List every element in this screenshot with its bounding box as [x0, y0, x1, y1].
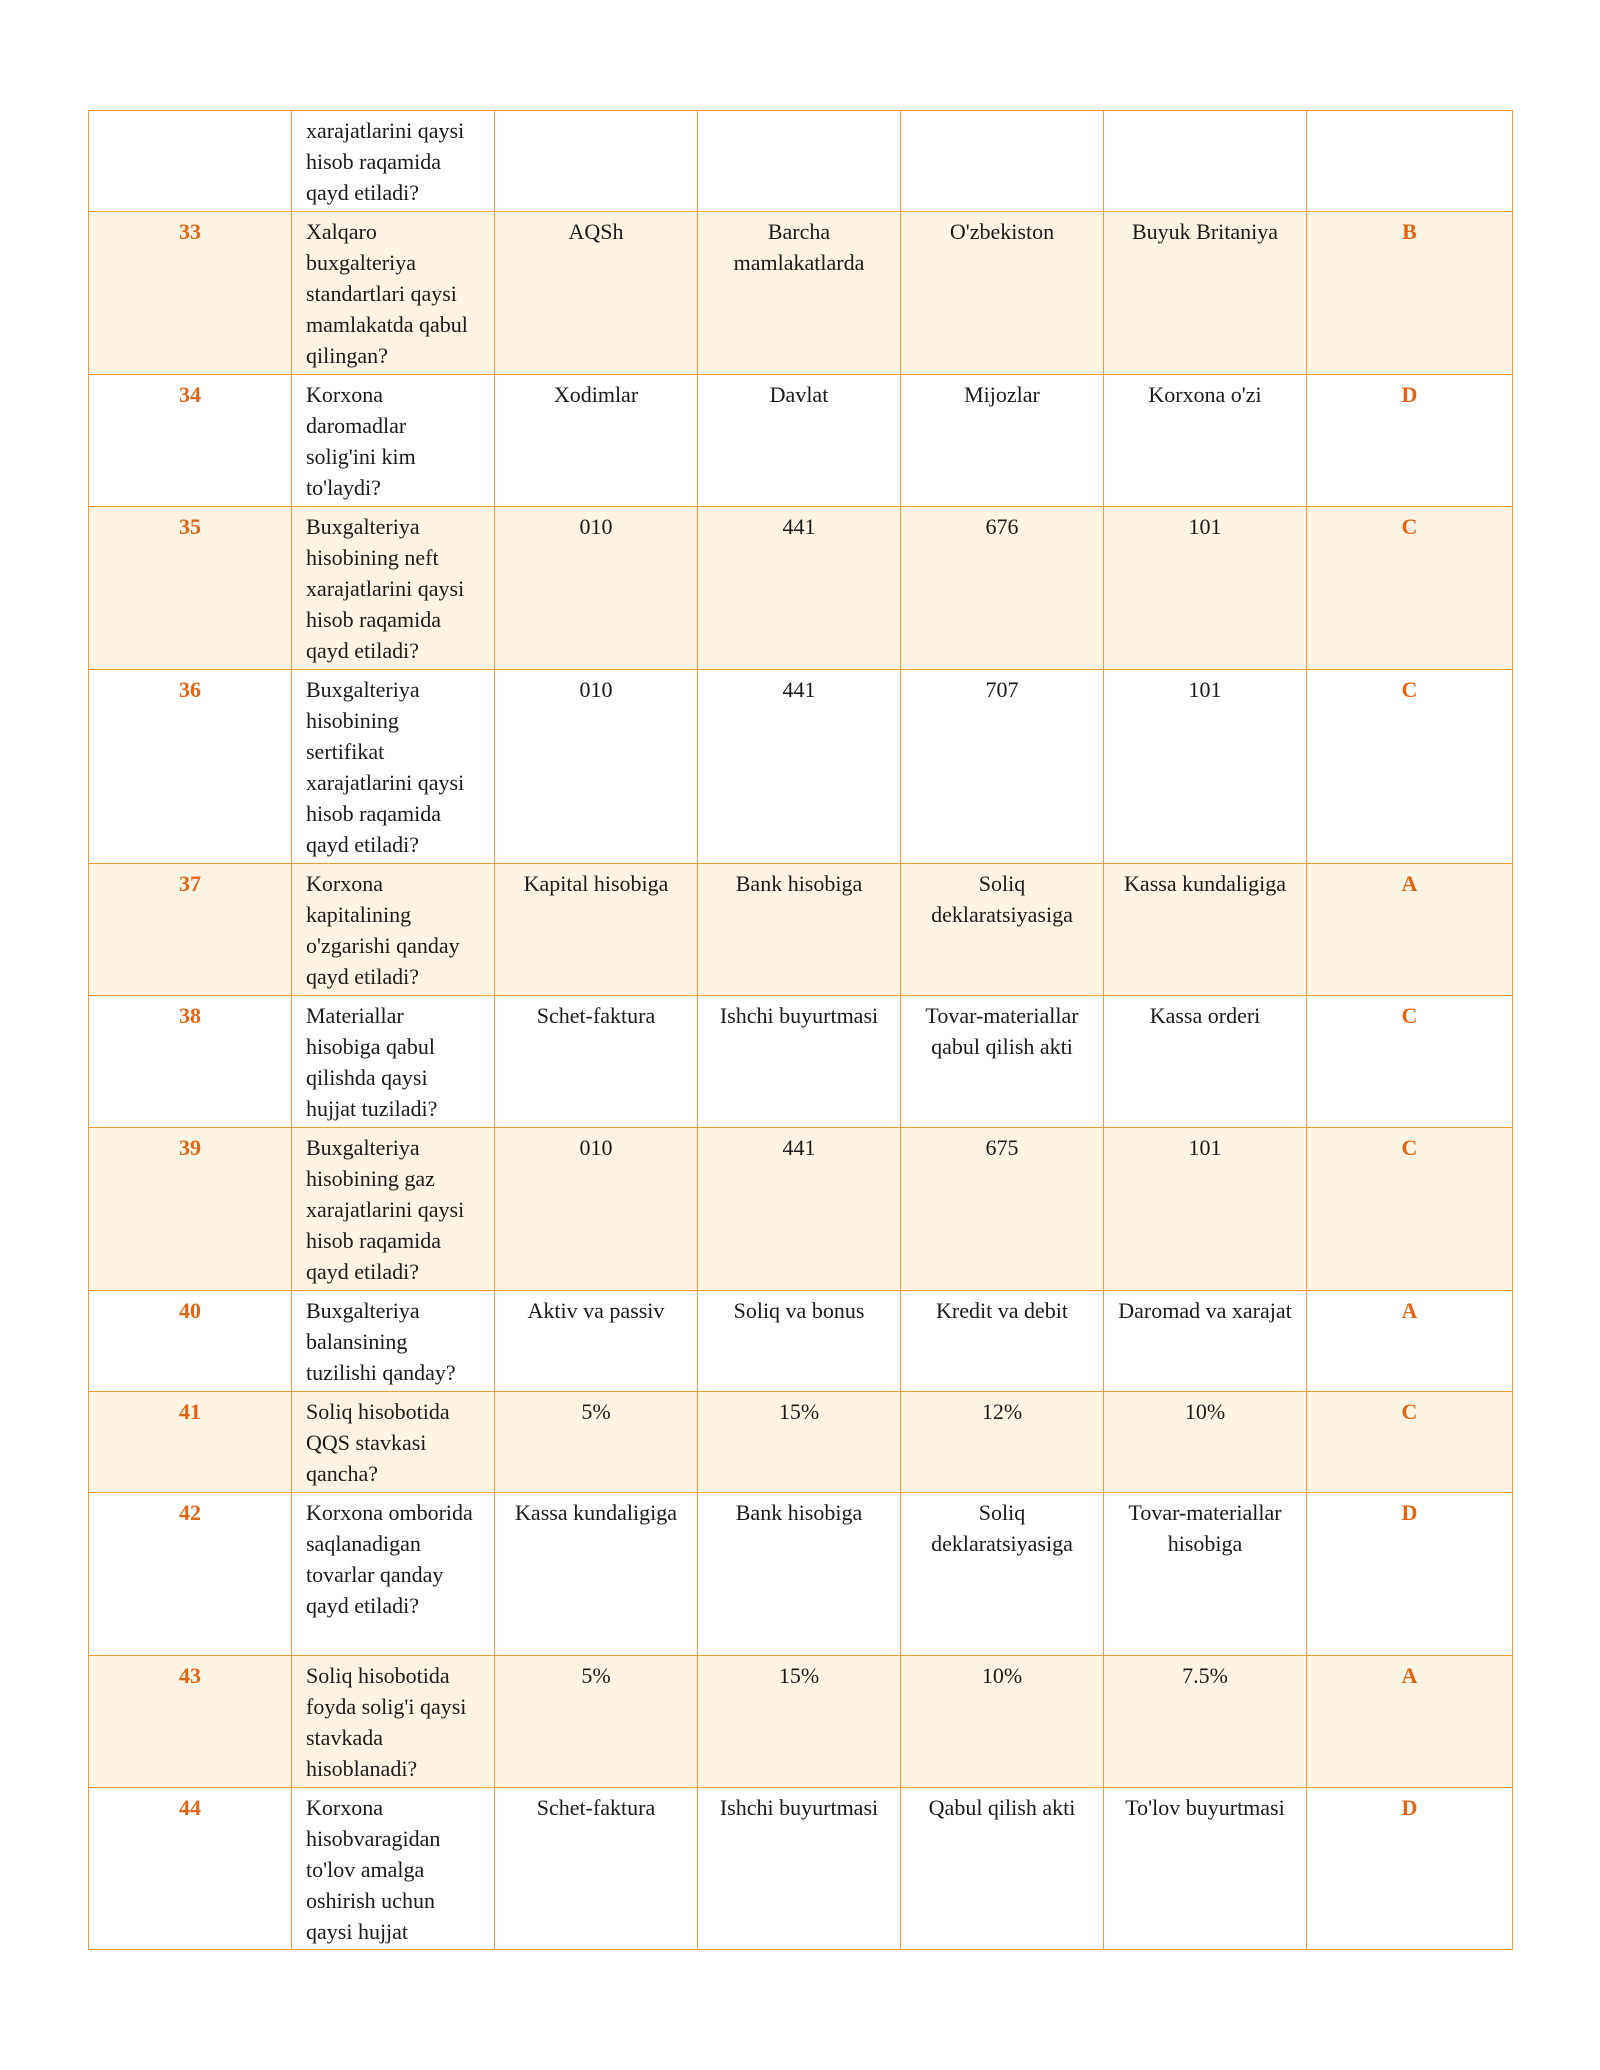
option-a: Kassa kundaligiga	[495, 1493, 698, 1656]
option-d: Tovar-materiallar hisobiga	[1104, 1493, 1307, 1656]
question-number: 41	[89, 1392, 292, 1493]
table-row	[89, 111, 1513, 212]
option-a: Schet-faktura	[495, 1788, 698, 1950]
correct-answer: D	[1307, 375, 1513, 507]
question-number	[89, 111, 292, 212]
option-a: Kapital hisobiga	[495, 864, 698, 996]
correct-answer: D	[1307, 1788, 1513, 1950]
correct-answer: D	[1307, 1493, 1513, 1656]
option-d: 7.5%	[1104, 1656, 1307, 1788]
table-row	[89, 1493, 1513, 1656]
question-text: Soliq hisobotida foyda solig'i qaysi stavkada hisoblanadi?	[292, 1656, 495, 1788]
option-c: 10%	[901, 1656, 1104, 1788]
option-b: Bank hisobiga	[698, 864, 901, 996]
option-c: O'zbekiston	[901, 212, 1104, 375]
question-text: xarajatlarini qaysi hisob raqamida qayd etiladi?	[292, 111, 495, 212]
option-d	[1104, 111, 1307, 212]
question-text: Buxgalteriya balansining tuzilishi qanday?	[292, 1291, 495, 1392]
table-row	[89, 1788, 1513, 1950]
option-d: Korxona o'zi	[1104, 375, 1307, 507]
table-row	[89, 1291, 1513, 1392]
option-d: Buyuk Britaniya	[1104, 212, 1307, 375]
option-c: 675	[901, 1128, 1104, 1291]
option-c: 12%	[901, 1392, 1104, 1493]
table-row	[89, 507, 1513, 670]
option-c: Qabul qilish akti	[901, 1788, 1104, 1950]
table-row	[89, 1656, 1513, 1788]
table-row	[89, 996, 1513, 1128]
quiz-table-body	[89, 111, 1513, 1950]
table-row	[89, 1128, 1513, 1291]
question-text: Korxona omborida saqlanadigan tovarlar qanday qayd etiladi?	[292, 1493, 495, 1656]
correct-answer: A	[1307, 1656, 1513, 1788]
option-a: AQSh	[495, 212, 698, 375]
correct-answer	[1307, 111, 1513, 212]
correct-answer: C	[1307, 670, 1513, 864]
question-number: 33	[89, 212, 292, 375]
correct-answer: C	[1307, 1128, 1513, 1291]
option-b: Barcha mamlakatlarda	[698, 212, 901, 375]
option-d: 101	[1104, 1128, 1307, 1291]
option-d: 10%	[1104, 1392, 1307, 1493]
quiz-table	[88, 110, 1513, 1950]
table-row	[89, 1392, 1513, 1493]
option-d: 101	[1104, 670, 1307, 864]
question-number: 35	[89, 507, 292, 670]
option-a: Xodimlar	[495, 375, 698, 507]
option-d: Kassa orderi	[1104, 996, 1307, 1128]
question-number: 43	[89, 1656, 292, 1788]
question-number: 34	[89, 375, 292, 507]
correct-answer: B	[1307, 212, 1513, 375]
option-c	[901, 111, 1104, 212]
question-number: 40	[89, 1291, 292, 1392]
option-d: 101	[1104, 507, 1307, 670]
option-b: Bank hisobiga	[698, 1493, 901, 1656]
question-number: 39	[89, 1128, 292, 1291]
correct-answer: A	[1307, 864, 1513, 996]
option-c: 676	[901, 507, 1104, 670]
question-text: Korxona kapitalining o'zgarishi qanday qayd etiladi?	[292, 864, 495, 996]
table-row	[89, 212, 1513, 375]
option-c: Soliq deklaratsiyasiga	[901, 864, 1104, 996]
question-number: 38	[89, 996, 292, 1128]
question-text: Buxgalteriya hisobining neft xarajatlarini qaysi hisob raqamida qayd etiladi?	[292, 507, 495, 670]
option-c: Mijozlar	[901, 375, 1104, 507]
option-a: Aktiv va passiv	[495, 1291, 698, 1392]
option-d: Kassa kundaligiga	[1104, 864, 1307, 996]
question-text: Korxona hisobvaragidan to'lov amalga oshirish uchun qaysi hujjat	[292, 1788, 495, 1950]
question-number: 42	[89, 1493, 292, 1656]
option-c: Soliq deklaratsiyasiga	[901, 1493, 1104, 1656]
question-text: Korxona daromadlar solig'ini kim to'laydi?	[292, 375, 495, 507]
correct-answer: C	[1307, 1392, 1513, 1493]
option-a: 010	[495, 507, 698, 670]
option-a	[495, 111, 698, 212]
option-c: Kredit va debit	[901, 1291, 1104, 1392]
option-b: Soliq va bonus	[698, 1291, 901, 1392]
option-d: To'lov buyurtmasi	[1104, 1788, 1307, 1950]
question-text: Materiallar hisobiga qabul qilishda qaysi hujjat tuziladi?	[292, 996, 495, 1128]
option-b	[698, 111, 901, 212]
question-number: 44	[89, 1788, 292, 1950]
option-c: Tovar-materiallar qabul qilish akti	[901, 996, 1104, 1128]
question-text: Buxgalteriya hisobining sertifikat xarajatlarini qaysi hisob raqamida qayd etiladi?	[292, 670, 495, 864]
question-text: Buxgalteriya hisobining gaz xarajatlarini qaysi hisob raqamida qayd etiladi?	[292, 1128, 495, 1291]
question-text: Soliq hisobotida QQS stavkasi qancha?	[292, 1392, 495, 1493]
option-a: 010	[495, 670, 698, 864]
correct-answer: A	[1307, 1291, 1513, 1392]
option-b: 15%	[698, 1392, 901, 1493]
correct-answer: C	[1307, 996, 1513, 1128]
option-a: 5%	[495, 1392, 698, 1493]
option-c: 707	[901, 670, 1104, 864]
option-a: Schet-faktura	[495, 996, 698, 1128]
option-b: 441	[698, 1128, 901, 1291]
table-row	[89, 864, 1513, 996]
option-b: 441	[698, 507, 901, 670]
option-b: Ishchi buyurtmasi	[698, 1788, 901, 1950]
correct-answer: C	[1307, 507, 1513, 670]
option-a: 5%	[495, 1656, 698, 1788]
question-text: Xalqaro buxgalteriya standartlari qaysi mamlakatda qabul qilingan?	[292, 212, 495, 375]
option-b: Ishchi buyurtmasi	[698, 996, 901, 1128]
question-number: 37	[89, 864, 292, 996]
option-d: Daromad va xarajat	[1104, 1291, 1307, 1392]
question-number: 36	[89, 670, 292, 864]
table-row	[89, 670, 1513, 864]
table-row	[89, 375, 1513, 507]
option-b: 441	[698, 670, 901, 864]
option-a: 010	[495, 1128, 698, 1291]
option-b: 15%	[698, 1656, 901, 1788]
option-b: Davlat	[698, 375, 901, 507]
